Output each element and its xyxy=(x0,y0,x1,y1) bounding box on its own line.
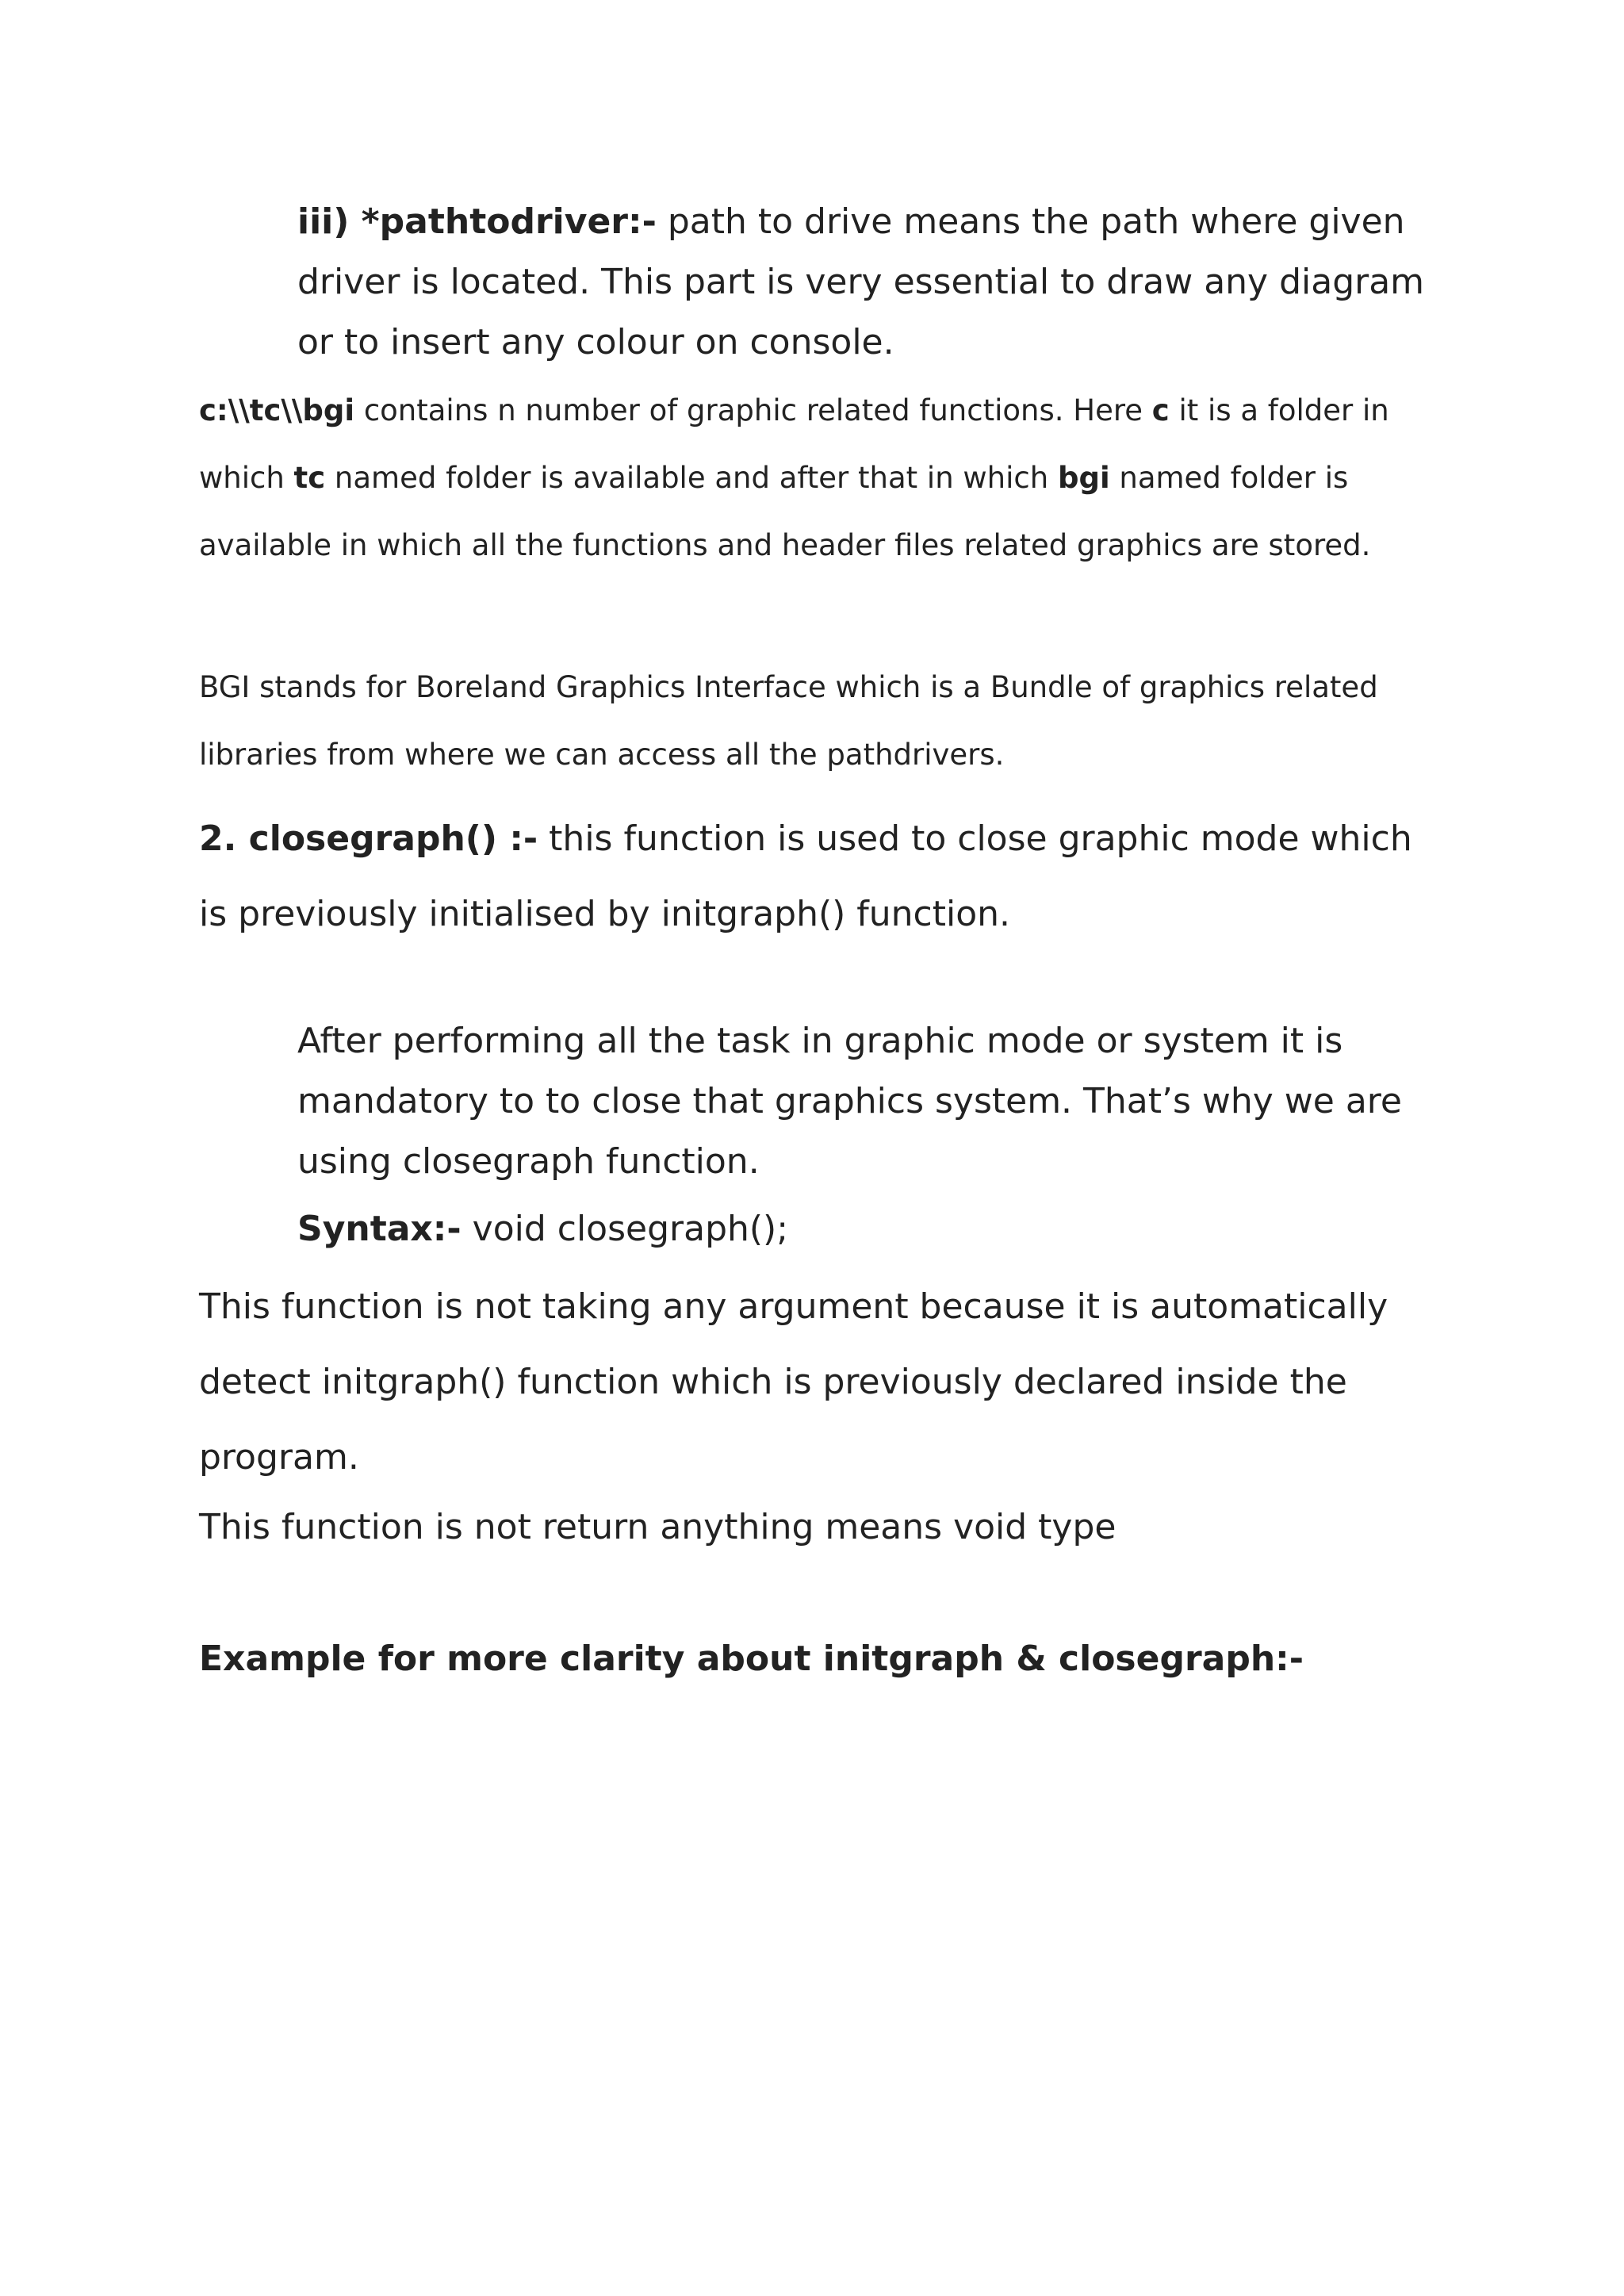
bgi-path-text-2: it is a folder in which xyxy=(199,393,1389,495)
paragraph-bgi-path xyxy=(199,377,1436,579)
bgi-path-text-3: named folder is available and after that in which xyxy=(325,461,1058,495)
term-tc: tc xyxy=(293,461,326,495)
term-c: c xyxy=(1151,393,1170,427)
paragraph-no-argument: This function is not taking any argument because it is automatically detect initgraph() function which is previously declared inside the program. xyxy=(199,1286,1388,1478)
paragraph-syntax xyxy=(297,1199,1447,1259)
paragraph-pathtodriver xyxy=(297,192,1447,373)
heading-closegraph: 2. closegraph() :- xyxy=(199,818,538,859)
term-bgi: bgi xyxy=(1057,461,1110,495)
paragraph-bgi-definition: BGI stands for Boreland Graphics Interface which is a Bundle of graphics related libraries from where we can access all the pathdrivers. xyxy=(199,670,1378,772)
example-heading xyxy=(199,1629,1436,1689)
pathtodriver-description: path to drive means the path where given driver is located. This part is very essential to draw any diagram or to insert any colour on console. xyxy=(297,201,1425,362)
closegraph-description: this function is used to close graphic mode which is previously initialised by initgraph() function. xyxy=(199,818,1412,934)
syntax-code: void closegraph(); xyxy=(461,1209,789,1249)
bgi-path-text-1: contains n number of graphic related functions. Here xyxy=(354,393,1152,427)
syntax-label: Syntax:- xyxy=(297,1209,462,1249)
paragraph-closegraph xyxy=(199,801,1436,952)
paragraph-after-performing: After performing all the task in graphic mode or system it is mandatory to to close that graphics system. That’s why we are using closegraph function. xyxy=(297,1021,1403,1182)
term-pathtodriver: iii) *pathtodriver:- xyxy=(297,201,657,242)
bgi-path-text-4: named folder is available in which all the functions and header files related graphics are stored. xyxy=(199,461,1371,562)
term-bgi-path: c:\\tc\\bgi xyxy=(199,393,355,427)
example-heading-text: Example for more clarity about initgraph & closegraph:- xyxy=(199,1639,1304,1679)
paragraph-void-type: This function is not return anything means void type xyxy=(199,1507,1116,1547)
